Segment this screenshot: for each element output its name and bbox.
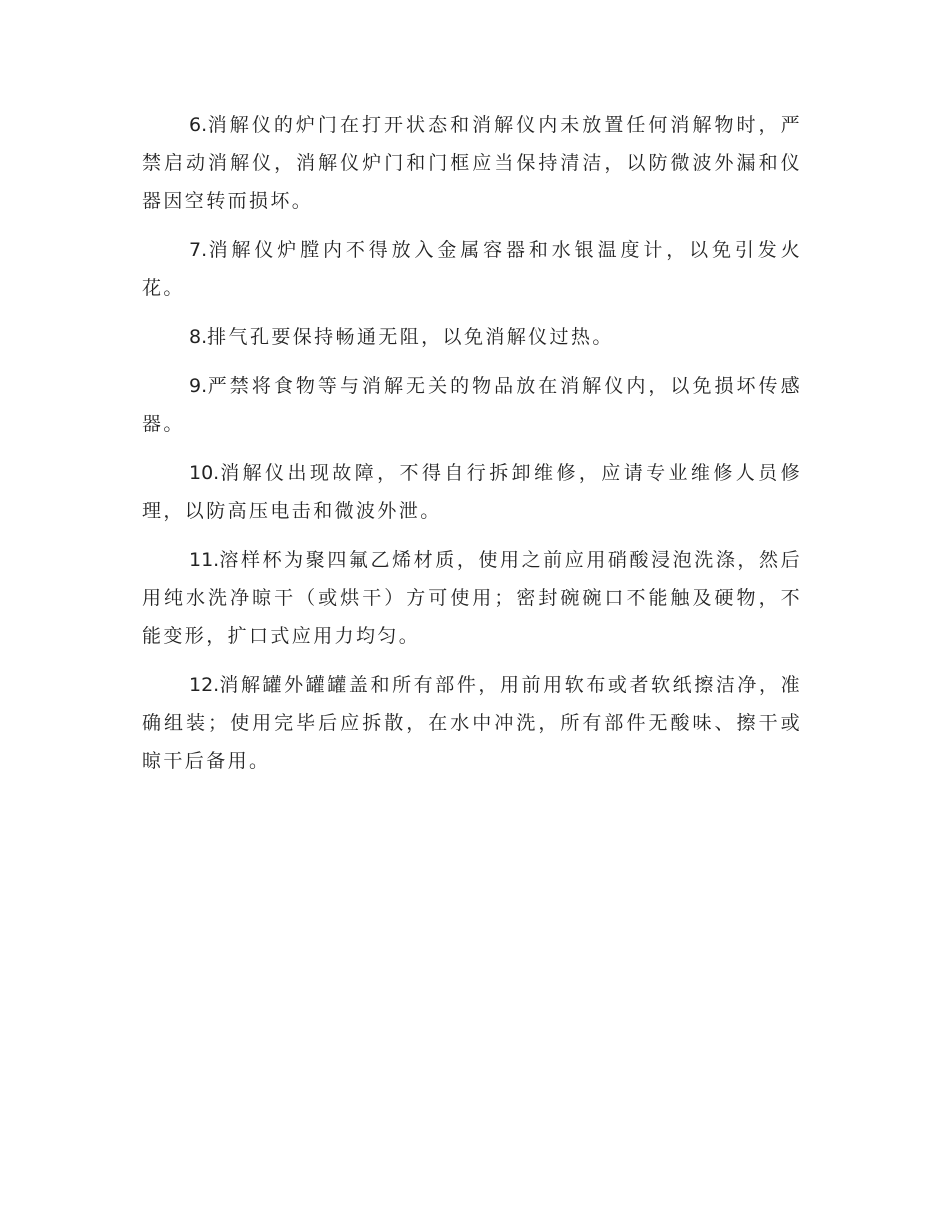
paragraph-8 — [142, 318, 802, 356]
paragraph-7 — [142, 231, 802, 307]
paragraph-11 — [142, 541, 802, 655]
paragraph-text: 溶样杯为聚四氟乙烯材质，使用之前应用硝酸浸泡洗涤，然后用纯水洗净晾干（或烘干）方可使用；密封碗碗口不能触及硬物，不能变形，扩口式应用力均匀。 — [142, 549, 802, 647]
paragraph-text: 消解罐外罐罐盖和所有部件，用前用软布或者软纸擦洁净，准确组装；使用完毕后应拆散，在水中冲洗，所有部件无酸味、擦干或晾干后备用。 — [142, 674, 802, 772]
document-body — [142, 106, 802, 791]
paragraph-text: 消解仪的炉门在打开状态和消解仪内未放置任何消解物时，严禁启动消解仪，消解仪炉门和门框应当保持清洁，以防微波外漏和仪器因空转而损坏。 — [142, 114, 802, 212]
paragraph-text: 排气孔要保持畅通无阻，以免消解仪过热。 — [207, 326, 614, 348]
paragraph-text: 消解仪出现故障，不得自行拆卸维修，应请专业维修人员修理，以防高压电击和微波外泄。 — [142, 462, 802, 522]
paragraph-number: 8. — [189, 326, 208, 348]
paragraph-10 — [142, 454, 802, 530]
paragraph-text: 严禁将食物等与消解无关的物品放在消解仪内，以免损坏传感器。 — [142, 375, 802, 435]
paragraph-number: 10. — [189, 462, 220, 484]
paragraph-6 — [142, 106, 802, 220]
paragraph-number: 11. — [189, 549, 220, 571]
paragraph-9 — [142, 367, 802, 443]
paragraph-number: 12. — [189, 674, 220, 696]
paragraph-12 — [142, 666, 802, 780]
paragraph-text: 消解仪炉膛内不得放入金属容器和水银温度计，以免引发火花。 — [142, 239, 802, 299]
paragraph-number: 9. — [189, 375, 208, 397]
paragraph-number: 7. — [189, 239, 208, 261]
paragraph-number: 6. — [189, 114, 208, 136]
